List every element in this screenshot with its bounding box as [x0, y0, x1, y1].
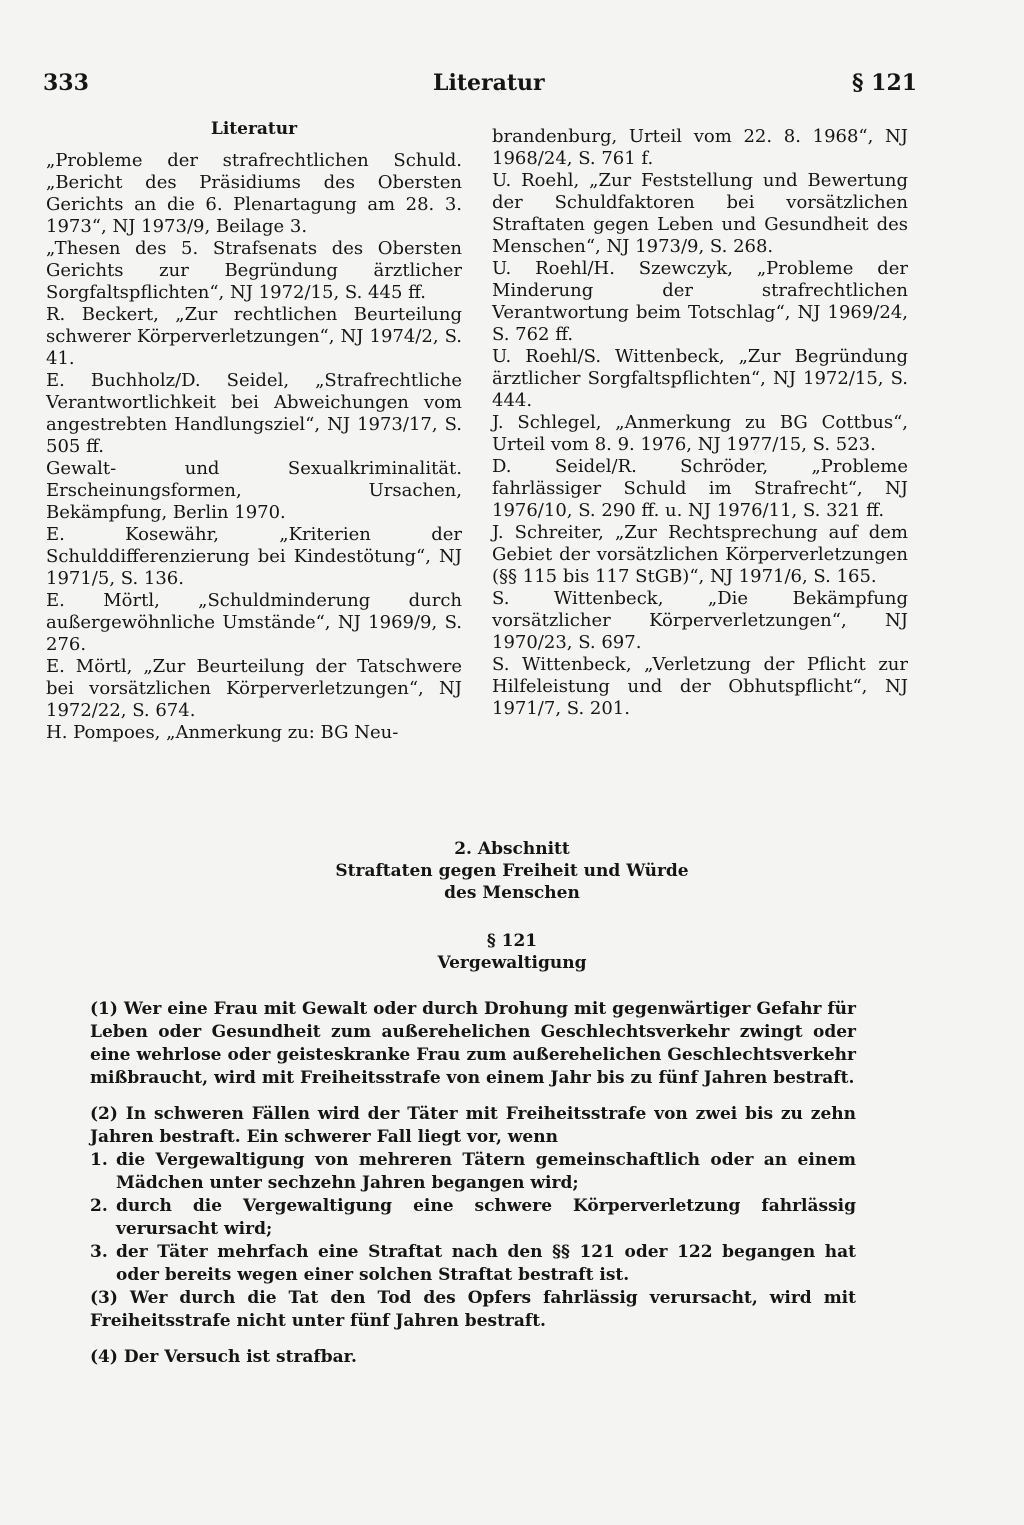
law-list-number: 2. [90, 1196, 108, 1216]
running-title: Literatur [433, 70, 545, 96]
literature-entry: E. Kosewähr, „Kriterien der Schulddifferenzierung bei Kindestötung“, NJ 1971/5, S. 136. [46, 524, 462, 589]
literature-entry: E. Mörtl, „Zur Beurteilung der Tatschwere bei vorsätzlichen Körperverletzungen“, NJ 1972/22, S. 674. [46, 656, 462, 721]
chapter-title-line1: Straftaten gegen Freiheit und Würde [335, 861, 689, 881]
running-section: § 121 [852, 70, 918, 96]
literature-entry: Gewalt- und Sexualkriminalität. Erscheinungsformen, Ursachen, Bekämpfung, Berlin 1970. [46, 458, 462, 523]
literature-heading: Literatur [210, 119, 298, 139]
law-subsection-4: (4) Der Versuch ist strafbar. [90, 1347, 357, 1367]
literature-entry: S. Wittenbeck, „Verletzung der Pflicht zur Hilfeleistung und der Obhutspflicht“, NJ 1971/7, S. 201. [492, 654, 908, 719]
law-subsection-3: (3) Wer durch die Tat den Tod des Opfers fahrlässig verursacht, wird mit Freiheitsstrafe nicht unter fünf Jahren bestraft. [90, 1288, 856, 1331]
paragraph-title: Vergewaltigung [437, 953, 587, 973]
law-list-item [90, 1149, 856, 1195]
law-list-number: 3. [90, 1242, 108, 1262]
law-list-number: 1. [90, 1150, 108, 1170]
law-list-text: durch die Vergewaltigung eine schwere Körperverletzung fahrlässig verursacht wird; [116, 1196, 856, 1239]
literature-entry: D. Seidel/R. Schröder, „Probleme fahrlässiger Schuld im Strafrecht“, NJ 1976/10, S. 290 ff. u. NJ 1976/11, S. 321 ff. [492, 456, 908, 521]
literature-entry: H. Pompoes, „Anmerkung zu: BG Neu- [46, 722, 399, 743]
literature-entry: U. Roehl, „Zur Feststellung und Bewertung der Schuldfaktoren bei vorsätzlichen Straftaten gegen Leben und Gesundheit des Menschen“, NJ 1973/9, S. 268. [492, 170, 908, 257]
literature-entry: „Thesen des 5. Strafsenats des Obersten Gerichts zur Begründung ärztlicher Sorgfaltspflichten“, NJ 1972/15, S. 445 ff. [46, 238, 462, 303]
law-list-text: der Täter mehrfach eine Straftat nach den §§ 121 oder 122 begangen hat oder bereits wegen einer solchen Straftat bestraft ist. [116, 1242, 856, 1285]
literature-entry: S. Wittenbeck, „Die Bekämpfung vorsätzlicher Körperverletzungen“, NJ 1970/23, S. 697. [492, 588, 908, 653]
chapter-title-line2: des Menschen [444, 883, 580, 903]
literature-entry: E. Mörtl, „Schuldminderung durch außergewöhnliche Umstände“, NJ 1969/9, S. 276. [46, 590, 462, 655]
law-subsection-2: (2) In schweren Fällen wird der Täter mit Freiheitsstrafe von zwei bis zu zehn Jahren bestraft. Ein schwerer Fall liegt vor, wenn [90, 1104, 856, 1147]
law-list-text: die Vergewaltigung von mehreren Tätern gemeinschaftlich oder an einem Mädchen unter sechzehn Jahren begangen wird; [116, 1150, 856, 1193]
literature-entry: „Probleme der strafrechtlichen Schuld. „Bericht des Präsidiums des Obersten Gerichts an die 6. Plenartagung am 28. 3. 1973“, NJ 1973/9, Beilage 3. [46, 150, 462, 237]
literature-entry: U. Roehl/H. Szewczyk, „Probleme der Minderung der strafrechtlichen Verantwortung beim Totschlag“, NJ 1969/24, S. 762 ff. [492, 258, 908, 345]
law-list-item [90, 1241, 856, 1287]
paragraph-number: § 121 [486, 931, 538, 951]
law-text [90, 998, 856, 1382]
literature-entry: J. Schreiter, „Zur Rechtsprechung auf dem Gebiet der vorsätzlichen Körperverletzungen (§§ 115 bis 117 StGB)“, NJ 1971/6, S. 165. [492, 522, 908, 587]
literature-entry: J. Schlegel, „Anmerkung zu BG Cottbus“, Urteil vom 8. 9. 1976, NJ 1977/15, S. 523. [492, 412, 908, 455]
literature-column-left [46, 118, 462, 744]
literature-entry: brandenburg, Urteil vom 22. 8. 1968“, NJ 1968/24, S. 761 f. [492, 126, 908, 169]
literature-column-right [492, 126, 908, 720]
page-number: 333 [43, 70, 89, 96]
chapter-number: 2. Abschnitt [454, 839, 570, 859]
literature-entry: E. Buchholz/D. Seidel, „Strafrechtliche Verantwortlichkeit bei Abweichungen vom angestrebten Handlungsziel“, NJ 1973/17, S. 505 ff. [46, 370, 462, 457]
literature-entry: R. Beckert, „Zur rechtlichen Beurteilung schwerer Körperverletzungen“, NJ 1974/2, S. 41. [46, 304, 462, 369]
chapter-heading [0, 838, 1024, 904]
law-subsection-1: (1) Wer eine Frau mit Gewalt oder durch Drohung mit gegenwärtiger Gefahr für Leben oder Gesundheit zum außerehelichen Geschlechtsverkehr zwingt oder eine wehrlose oder geisteskranke Frau zum außerehelichen Geschlechtsverkehr mißbraucht, wird mit Freiheitsstrafe von einem Jahr bis zu fünf Jahren bestraft. [90, 999, 856, 1088]
law-list-item [90, 1195, 856, 1241]
literature-entry: U. Roehl/S. Wittenbeck, „Zur Begründung ärztlicher Sorgfaltspflichten“, NJ 1972/15, S. 444. [492, 346, 908, 411]
paragraph-heading [0, 930, 1024, 974]
